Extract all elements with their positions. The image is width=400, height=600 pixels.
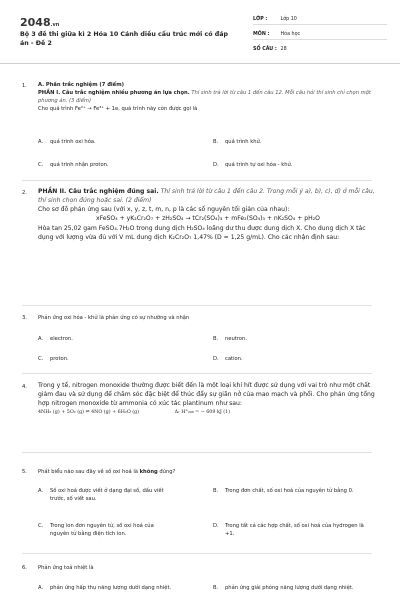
option-b[interactable] bbox=[213, 336, 365, 344]
question-number: 6. bbox=[22, 565, 27, 571]
question-text: Phản ứng oxi hóa - khử là phản ứng có sự nhường và nhận bbox=[38, 315, 190, 321]
option-text: proton. bbox=[50, 356, 69, 362]
question-emphasis: không bbox=[139, 469, 158, 475]
option-letter: A. bbox=[38, 488, 44, 494]
option-text: phản ứng giải phóng năng lượng dưới dạng nhiệt. bbox=[225, 585, 354, 591]
site-logo[interactable] bbox=[20, 16, 59, 29]
meta-class bbox=[253, 17, 393, 22]
question-text: Hòa tan 25,02 gam FeSO₄.7H₂O trong dung dịch H₂SO₄ loãng dư thu được dung dịch X. Cho dung dịch X tác dụng với lượng vừa đủ với V mL dung dịch K₂Cr₂O₇ 1,47% (D = 1,25 g/mL). Cho các nhận định sau: bbox=[38, 224, 366, 241]
question-text: Phản ứng toả nhiệt là bbox=[38, 565, 94, 571]
option-b[interactable] bbox=[213, 488, 365, 496]
question-divider bbox=[22, 452, 372, 453]
option-letter: B. bbox=[213, 488, 219, 494]
class-label: LỚP : bbox=[253, 17, 268, 22]
option-text: quá trình khử. bbox=[225, 139, 262, 145]
option-letter: B. bbox=[213, 336, 219, 342]
document-title: Bộ 3 đề thi giữa kì 2 Hóa 10 Cánh diều cấu trúc mới có đáp án - Đề 2 bbox=[20, 31, 228, 48]
option-text: Số oxi hoá được viết ở dạng đại số, dấu viết trước, số viết sau. bbox=[50, 488, 164, 502]
question-text: Cho quá trình Fe²⁺ → Fe³⁺ + 1e, quá trình này còn được gọi là bbox=[38, 106, 198, 113]
subject-value: Hóa học bbox=[280, 32, 301, 37]
question-divider bbox=[22, 373, 372, 374]
class-value: Lớp 10 bbox=[280, 17, 297, 22]
count-label: SỐ CÂU : bbox=[253, 47, 277, 52]
option-d[interactable] bbox=[213, 162, 365, 170]
option-a[interactable] bbox=[38, 336, 190, 344]
option-text: Trong đơn chất, số oxi hoá của nguyên tử bằng 0. bbox=[225, 488, 354, 494]
enthalpy-value: Δᵣ H°₂₉₈ = − 609 kJ (1) bbox=[174, 410, 231, 416]
part-instruction: Thí sinh trả lời từ câu 1 đến câu 12. Mỗi câu hỏi thí sinh chỉ chọn một phương án. (3 điểm) bbox=[38, 90, 371, 105]
question-text: Cho sơ đồ phản ứng sau (với x, y, z, t, m, n, p là các số nguyên tối giản của nhau): bbox=[38, 206, 290, 214]
count-value: 28 bbox=[280, 47, 287, 52]
question-4-body bbox=[38, 381, 378, 417]
option-text: quá trình oxi hóa. bbox=[50, 139, 96, 145]
subject-label: MÔN : bbox=[253, 32, 270, 37]
page-header bbox=[0, 0, 400, 64]
logo-suffix: .vn bbox=[50, 22, 60, 28]
question-divider bbox=[22, 180, 372, 181]
option-text: quá trình tự oxi hóa - khử. bbox=[225, 162, 293, 168]
question-number: 1. bbox=[22, 83, 27, 89]
option-text: phản ứng hấp thụ năng lượng dưới dạng nhiệt. bbox=[50, 585, 172, 591]
question-number: 3. bbox=[22, 315, 27, 321]
option-letter: D. bbox=[213, 523, 219, 529]
option-letter: C. bbox=[38, 523, 44, 529]
question-text: Trong y tế, nitrogen monoxide thường được biết đến là một loại khí hít được sử dụng với vai trò như một chất giảm đau và sử dụng để chăm sóc đặc biệt để thúc đẩy sự giãn nở của mao mạch và phổi. Cho phản ứng tổng hợp nitrogen monoxide từ ammonia có xúc tác plantinum như sau: bbox=[38, 382, 375, 408]
logo-text: 2048 bbox=[20, 16, 51, 29]
option-text: electron. bbox=[50, 336, 73, 342]
question-2-body bbox=[38, 187, 378, 242]
section-heading: A. Phần trắc nghiệm (7 điểm) bbox=[38, 82, 124, 88]
option-c[interactable] bbox=[38, 162, 190, 170]
option-d[interactable] bbox=[213, 356, 365, 364]
option-letter: D. bbox=[213, 162, 219, 168]
meta-divider bbox=[253, 39, 387, 40]
option-letter: A. bbox=[38, 336, 44, 342]
option-letter: A. bbox=[38, 585, 44, 591]
option-letter: B. bbox=[213, 139, 219, 145]
part-heading: PHẦN I. Câu trắc nghiệm nhiều phương án lựa chọn. bbox=[38, 90, 190, 97]
question-number: 2. bbox=[22, 190, 27, 196]
meta-subject bbox=[253, 32, 393, 37]
option-letter: C. bbox=[38, 162, 44, 168]
option-a[interactable] bbox=[38, 585, 172, 593]
option-b[interactable] bbox=[213, 585, 365, 593]
part-heading: PHẦN II. Câu trắc nghiệm đúng sai. bbox=[38, 188, 159, 195]
option-text: Trong tất cả các hợp chất, số oxi hoá của hydrogen là +1. bbox=[225, 523, 364, 537]
question-1-body bbox=[38, 81, 378, 113]
option-letter: D. bbox=[213, 356, 219, 362]
meta-divider bbox=[253, 24, 387, 25]
option-text: neutron. bbox=[225, 336, 247, 342]
option-letter: B. bbox=[213, 585, 219, 591]
question-text bbox=[38, 468, 378, 476]
option-letter: C. bbox=[38, 356, 44, 362]
question-divider bbox=[22, 305, 372, 306]
question-prefix: Phát biểu nào sau đây về số oxi hoá là bbox=[38, 469, 140, 475]
option-text: quá trình nhận proton. bbox=[50, 162, 109, 168]
option-text: Trong ion đơn nguyên tử, số oxi hoá của nguyên tử bằng điện tích ion. bbox=[50, 523, 154, 537]
option-text: cation. bbox=[225, 356, 243, 362]
reaction-equation: xFeSO₄ + yK₂Cr₂O₇ + zH₂SO₄ → tCr₂(SO₄)₃ + mFe₂(SO₄)₃ + nK₂SO₄ + pH₂O bbox=[96, 215, 320, 223]
question-divider bbox=[22, 553, 372, 554]
reaction-equation: 4NH₃ (g) + 5O₂ (g) ⇌ 4NO (g) + 6H₂O (g) bbox=[38, 410, 140, 416]
option-b[interactable] bbox=[213, 139, 365, 147]
question-number: 5. bbox=[22, 469, 27, 475]
option-a[interactable] bbox=[38, 139, 190, 147]
question-suffix: đúng? bbox=[157, 469, 176, 475]
option-letter: A. bbox=[38, 139, 44, 145]
option-d[interactable] bbox=[213, 523, 365, 539]
question-number: 4. bbox=[22, 384, 27, 390]
option-c[interactable] bbox=[38, 356, 190, 364]
part-instruction: Thí sinh trả lời từ câu 1 đến câu 2. Trong mỗi ý a), b), c), d) ở mỗi câu, thí sinh chọn đúng hoặc sai. (2 điểm) bbox=[38, 188, 375, 205]
option-a[interactable] bbox=[38, 488, 172, 504]
option-c[interactable] bbox=[38, 523, 172, 539]
meta-count bbox=[253, 47, 393, 52]
